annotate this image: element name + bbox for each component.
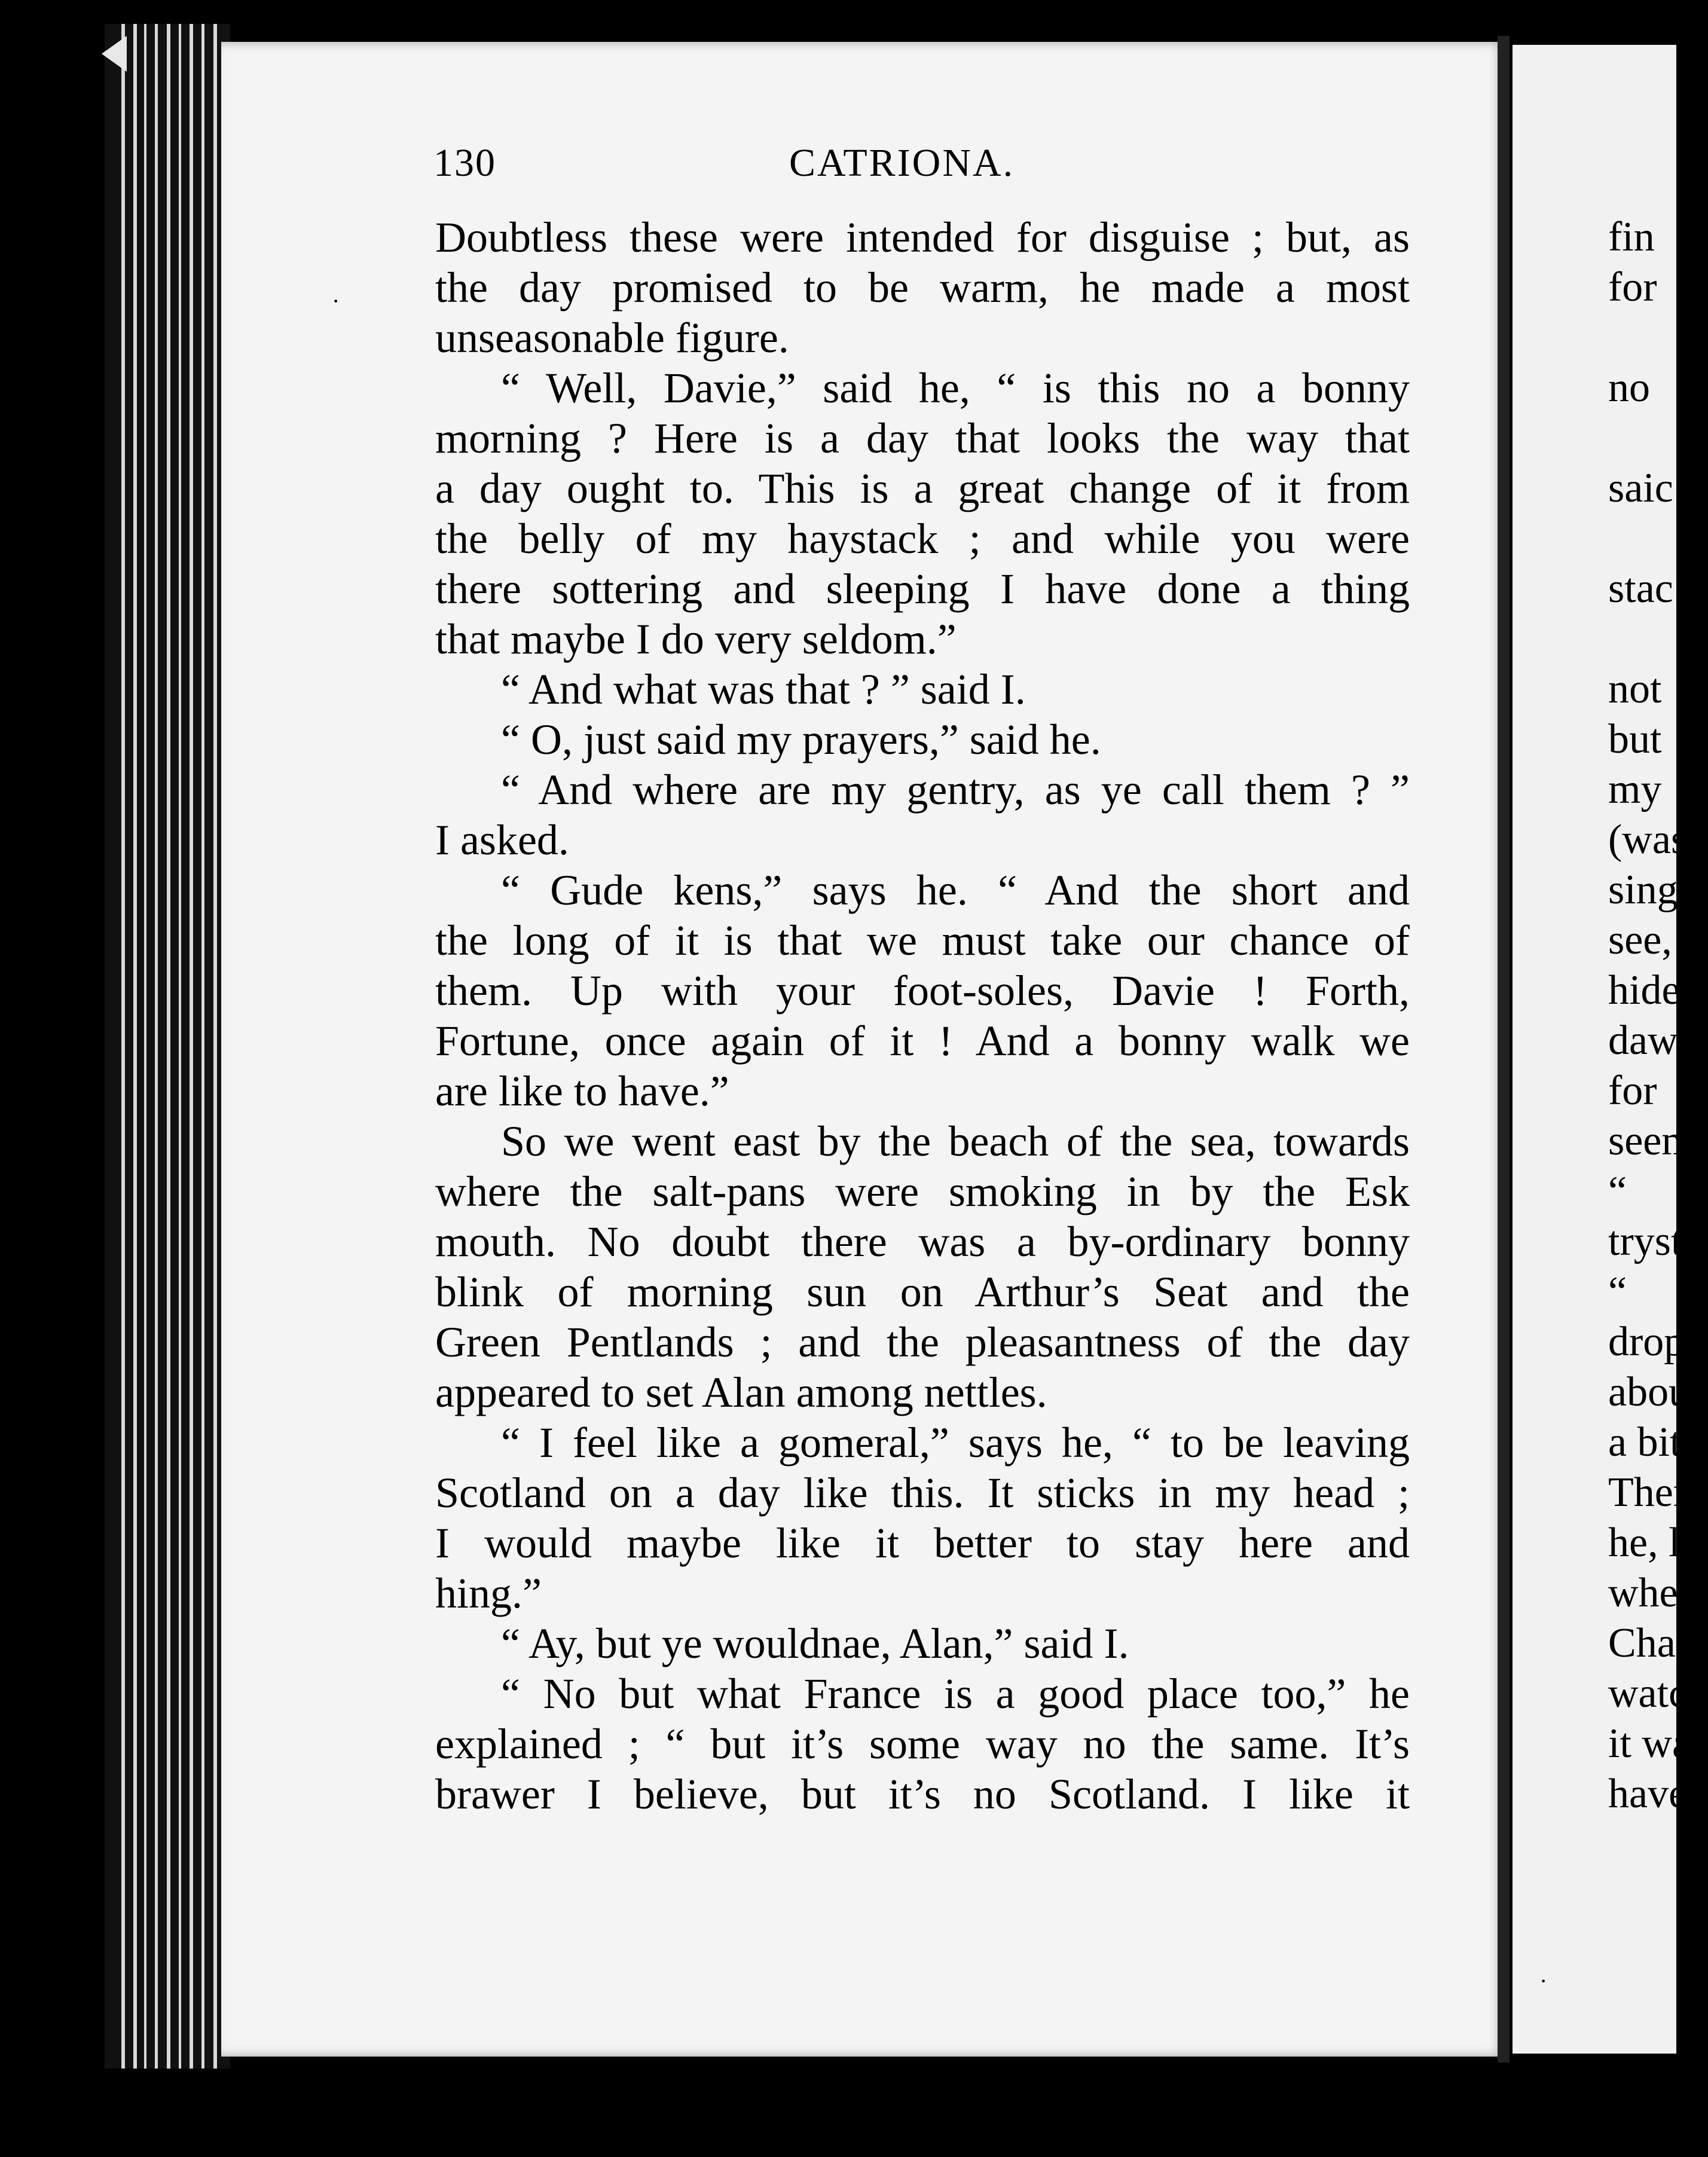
right-page-fragment: not — [1608, 666, 1662, 712]
text-line: “ Ay, but ye wouldnae, Alan,” said I. — [501, 1620, 1129, 1667]
text-line: morning ? Here is a day that looks the way that — [435, 414, 1410, 462]
right-page-fragment: seem — [1608, 1118, 1694, 1164]
text-line: explained ; “ but it’s some way no the same. It’s — [435, 1720, 1410, 1768]
text-line: there sottering and sleeping I have done a thing — [435, 565, 1410, 613]
text-line: unseasonable figure. — [435, 314, 789, 362]
right-page-fragment: but — [1608, 716, 1662, 762]
speck: · — [1539, 1967, 1548, 1994]
right-page-fragment: watch — [1608, 1670, 1708, 1716]
text-line: “ No but what France is a good place too,” he — [501, 1670, 1410, 1718]
speck: · — [332, 288, 340, 314]
text-line: the belly of my haystack ; and while you were — [435, 515, 1410, 563]
right-page-fragment: tryst — [1608, 1218, 1683, 1264]
right-page-fragment: for — [1608, 264, 1657, 310]
text-line: Fortune, once again of it ! And a bonny walk we — [435, 1017, 1410, 1065]
right-page-fragment: it was — [1608, 1721, 1707, 1767]
text-line: “ I feel like a gomeral,” says he, “ to be leaving — [501, 1419, 1410, 1466]
right-page-fragment: have — [1608, 1771, 1688, 1817]
right-page-fragment: for — [1608, 1068, 1657, 1114]
right-page-fragment: There — [1608, 1469, 1706, 1516]
right-page-fragment: he, la — [1608, 1520, 1699, 1566]
right-page-fragment: “ — [1608, 1168, 1627, 1214]
right-page-fragment: see, — [1608, 917, 1672, 963]
right-page-fragment: “ — [1608, 1269, 1627, 1315]
text-line: are like to have.” — [435, 1067, 729, 1115]
right-page-fragment: my — [1608, 766, 1662, 812]
text-line: “ O, just said my prayers,” said he. — [501, 716, 1101, 763]
body-text — [435, 212, 1410, 1819]
text-line: brawer I believe, but it’s no Scotland. I like it — [435, 1770, 1410, 1818]
text-line: blink of morning sun on Arthur’s Seat and the — [435, 1268, 1410, 1316]
right-page-fragment: (was — [1608, 817, 1688, 863]
right-page-fragment: hide — [1608, 967, 1680, 1013]
page-header — [433, 140, 1414, 194]
text-line: “ Well, Davie,” said he, “ is this no a bonny — [501, 364, 1410, 412]
text-line: “ Gude kens,” says he. “ And the short and — [501, 866, 1410, 914]
right-page-fragment: fin — [1608, 214, 1655, 260]
text-line: I asked. — [435, 816, 569, 864]
right-page-fragment: stac — [1608, 566, 1673, 612]
text-line: appeared to set Alan among nettles. — [435, 1368, 1047, 1416]
right-page-fragment: dawr — [1608, 1018, 1692, 1064]
right-page-fragment: a bit, — [1608, 1419, 1692, 1465]
speck: ˇ — [777, 2107, 784, 2129]
text-line: Scotland on a day like this. It sticks in my head ; — [435, 1469, 1410, 1517]
right-page-fragment: drop — [1608, 1319, 1685, 1365]
book-gutter — [1498, 36, 1510, 2063]
text-line: hing.” — [435, 1569, 542, 1617]
text-line: Green Pentlands ; and the pleasantness of the day — [435, 1318, 1410, 1366]
text-line: that maybe I do very seldom.” — [435, 615, 957, 663]
text-line: where the salt-pans were smoking in by the Esk — [435, 1168, 1410, 1215]
text-line: “ And what was that ? ” said I. — [501, 665, 1026, 713]
right-page-fragment: Charl — [1608, 1620, 1701, 1666]
right-page-fragment: about — [1608, 1369, 1701, 1415]
right-page-fragment: no — [1608, 365, 1650, 411]
page-corner-mark — [102, 36, 127, 72]
page-number: 130 — [433, 141, 496, 185]
running-title: CATRIONA. — [789, 141, 1015, 185]
text-line: “ And where are my gentry, as ye call them ? ” — [501, 766, 1410, 814]
text-line: I would maybe like it better to stay here and — [435, 1519, 1410, 1567]
text-line: a day ought to. This is a great change of it from — [435, 465, 1410, 512]
right-page-fragment: saic — [1608, 465, 1673, 511]
text-line: So we went east by the beach of the sea, towards — [501, 1117, 1410, 1165]
page-stack-edges — [105, 24, 230, 2069]
right-page-fragment: sing — [1608, 867, 1678, 913]
right-page-fragment: when — [1608, 1570, 1699, 1616]
text-line: them. Up with your foot-soles, Davie ! Forth, — [435, 967, 1410, 1015]
text-line: the day promised to be warm, he made a most — [435, 264, 1410, 311]
text-line: mouth. No doubt there was a by-ordinary bonny — [435, 1218, 1410, 1266]
text-line: the long of it is that we must take our chance of — [435, 916, 1410, 964]
text-line: Doubtless these were intended for disguise ; but, as — [435, 213, 1410, 261]
